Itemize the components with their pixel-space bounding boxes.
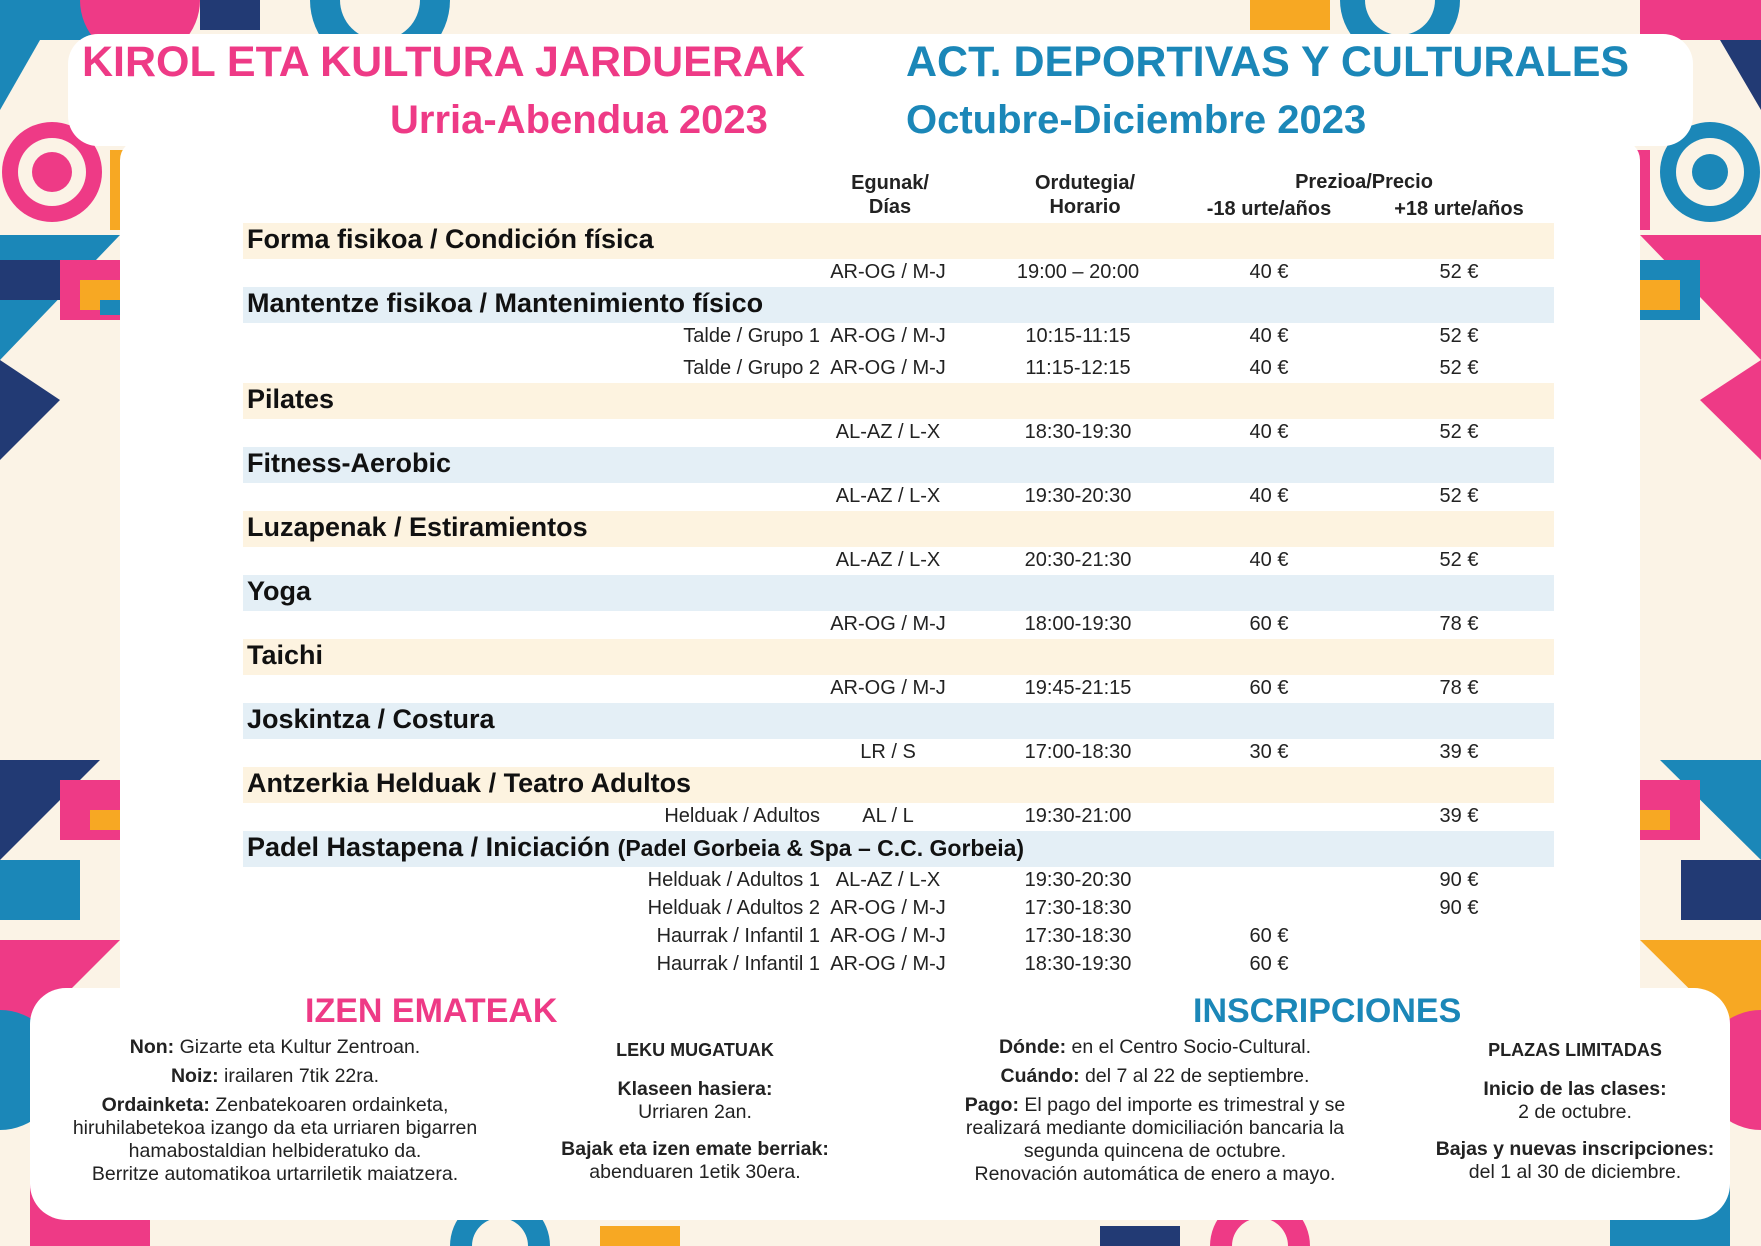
registration-info-basque: Non: Gizarte eta Kultur Zentroan. Noiz: irailaren 7tik 22ra. Ordainketa: Zenbatekoaren ordainketa, hiruhilabetekoa izango da eta urriaren bigarren hamabostaldian helbideratuko da. Berritze automatikoa urtarriletik maiatzera. [72, 1036, 478, 1185]
days-cell: AR-OG / M-J [830, 613, 946, 635]
group-label: Haurrak / Infantil 1 [656, 925, 820, 947]
registration-info-spanish: Dónde: en el Centro Socio-Cultural. Cuándo: del 7 al 22 de septiembre. Pago: El pago del importe es trimestral y se realizará mediante domiciliación bancaria la segunda quincena de octubre. Renovación automática de enero a mayo. [964, 1036, 1346, 1185]
activity-name [247, 288, 763, 319]
price-over18-cell: 39 € [1439, 805, 1479, 827]
price-under18-cell: 40 € [1249, 421, 1289, 443]
days-cell: AR-OG / M-J [830, 677, 946, 699]
column-header-over18: +18 urte/años [1394, 198, 1524, 220]
price-over18-cell: 90 € [1439, 897, 1479, 919]
column-header-price: Prezioa/Precio [1295, 171, 1433, 193]
time-cell: 17:30-18:30 [1024, 897, 1132, 919]
price-under18-cell: 60 € [1249, 953, 1289, 975]
time-cell: 10:15-11:15 [1025, 325, 1131, 347]
title-basque: KIROL ETA KULTURA JARDUERAK [82, 38, 806, 86]
price-over18-cell: 78 € [1439, 613, 1479, 635]
price-over18-cell: 52 € [1439, 261, 1479, 283]
group-label: Haurrak / Infantil 1 [656, 953, 820, 975]
price-over18-cell: 52 € [1439, 421, 1479, 443]
class-info-spanish: PLAZAS LIMITADAS Inicio de las clases: 2 de octubre. Bajas y nuevas inscripciones: del 1 al 30 de diciembre. [1435, 1040, 1715, 1183]
time-cell: 19:45-21:15 [1024, 677, 1132, 699]
days-cell: AR-OG / M-J [830, 897, 946, 919]
activity-name [247, 224, 654, 255]
activity-title: Taichi [247, 640, 324, 670]
price-under18-cell: 40 € [1249, 357, 1289, 379]
price-under18-cell: 40 € [1249, 485, 1289, 507]
activity-title: Mantentze fisikoa / Mantenimiento físico [247, 288, 764, 318]
class-info-basque: LEKU MUGATUAK Klaseen hasiera: Urriaren 2an. Bajak eta izen emate berriak: abenduaren 1etik 30era. [561, 1040, 829, 1183]
group-label: Helduak / Adultos 1 [647, 869, 820, 891]
days-cell: AL-AZ / L-X [835, 485, 941, 507]
activity-band [243, 639, 1554, 675]
time-cell: 19:30-21:00 [1024, 805, 1132, 827]
price-under18-cell: 40 € [1249, 549, 1289, 571]
price-under18-cell: 30 € [1249, 741, 1289, 763]
activity-name [247, 640, 323, 671]
time-cell: 19:30-20:30 [1024, 869, 1132, 891]
days-cell: AR-OG / M-J [830, 953, 946, 975]
price-over18-cell: 52 € [1439, 325, 1479, 347]
price-over18-cell: 52 € [1439, 485, 1479, 507]
title-spanish: ACT. DEPORTIVAS Y CULTURALES [906, 38, 1630, 86]
activity-title: Joskintza / Costura [247, 704, 495, 734]
activity-name [247, 512, 588, 543]
time-cell: 19:30-20:30 [1024, 485, 1132, 507]
activity-name [247, 704, 495, 735]
time-cell: 18:30-19:30 [1024, 421, 1132, 443]
period-basque: Urria-Abendua 2023 [390, 98, 768, 142]
price-over18-cell: 90 € [1439, 869, 1479, 891]
days-cell: AL / L [862, 805, 914, 827]
activity-name [247, 768, 691, 799]
activity-title: Pilates [247, 384, 335, 414]
activity-title: Luzapenak / Estiramientos [247, 512, 588, 542]
price-over18-cell: 78 € [1439, 677, 1479, 699]
days-cell: AL-AZ / L-X [835, 549, 941, 571]
activity-title: Fitness-Aerobic [247, 448, 452, 478]
activity-name [247, 832, 1024, 863]
period-spanish: Octubre-Diciembre 2023 [906, 98, 1367, 142]
price-under18-cell: 60 € [1249, 613, 1289, 635]
activity-band [243, 383, 1554, 419]
days-cell: AR-OG / M-J [830, 261, 946, 283]
price-under18-cell: 60 € [1249, 925, 1289, 947]
price-under18-cell: 40 € [1249, 261, 1289, 283]
group-label: Talde / Grupo 1 [683, 325, 820, 347]
activity-title: Antzerkia Helduak / Teatro Adultos [247, 768, 692, 798]
heading-registration-basque: IZEN EMATEAK [305, 992, 558, 1030]
activity-name [247, 384, 334, 415]
days-cell: AR-OG / M-J [830, 357, 946, 379]
time-cell: 20:30-21:30 [1024, 549, 1132, 571]
activity-title: Yoga [247, 576, 312, 606]
price-under18-cell: 60 € [1249, 677, 1289, 699]
activity-title: Forma fisikoa / Condición física [247, 224, 654, 254]
activity-name [247, 448, 451, 479]
price-under18-cell: 40 € [1249, 325, 1289, 347]
days-cell: AR-OG / M-J [830, 925, 946, 947]
column-header-under18: -18 urte/años [1206, 198, 1332, 220]
time-cell: 19:00 – 20:00 [1016, 261, 1140, 283]
heading-registration-spanish: INSCRIPCIONES [1193, 992, 1462, 1030]
activity-band [243, 575, 1554, 611]
activity-title: Padel Hastapena / Iniciación [247, 832, 611, 862]
time-cell: 17:00-18:30 [1024, 741, 1132, 763]
group-label: Helduak / Adultos 2 [647, 897, 820, 919]
column-header-schedule: Ordutegia/ Horario [1034, 172, 1135, 218]
days-cell: LR / S [860, 741, 916, 763]
days-cell: AR-OG / M-J [830, 325, 946, 347]
days-cell: AL-AZ / L-X [835, 869, 941, 891]
group-label: Talde / Grupo 2 [683, 357, 820, 379]
activity-name [247, 576, 311, 607]
time-cell: 17:30-18:30 [1024, 925, 1132, 947]
price-over18-cell: 52 € [1439, 357, 1479, 379]
price-over18-cell: 52 € [1439, 549, 1479, 571]
time-cell: 18:00-19:30 [1024, 613, 1132, 635]
days-cell: AL-AZ / L-X [835, 421, 941, 443]
time-cell: 11:15-12:15 [1025, 357, 1131, 379]
time-cell: 18:30-19:30 [1024, 953, 1132, 975]
price-over18-cell: 39 € [1439, 741, 1479, 763]
column-header-days: Egunak/ Días [851, 172, 929, 218]
activity-venue: (Padel Gorbeia & Spa – C.C. Gorbeia) [617, 835, 1025, 861]
group-label: Helduak / Adultos [664, 805, 820, 827]
